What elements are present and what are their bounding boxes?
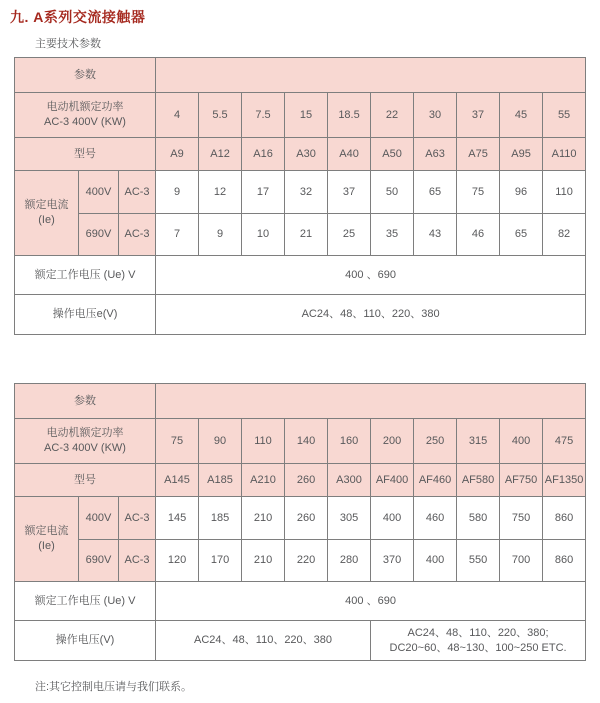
- model-value-cell: A16: [242, 138, 285, 171]
- rated-current-line1: 额定电流: [24, 199, 69, 212]
- model-value-cell: AF750: [500, 464, 543, 497]
- ue-value-cell: 400 、690: [156, 582, 586, 621]
- current-400-value-cell: 305: [328, 497, 371, 540]
- current-690-value-cell: 35: [371, 214, 414, 256]
- model-label-cell: 型号: [15, 138, 156, 171]
- power-label-line2: AC-3 400V (KW): [44, 116, 126, 128]
- current-690-value-cell: 46: [457, 214, 500, 256]
- rated-current-line2: (Ie): [38, 214, 55, 226]
- power-value-cell: 160: [328, 419, 371, 464]
- op-value-right-cell: [371, 621, 586, 661]
- model-value-cell: A50: [371, 138, 414, 171]
- current-690-value-cell: 25: [328, 214, 371, 256]
- current-690-value-cell: 860: [543, 540, 586, 582]
- current-400-value-cell: 9: [156, 171, 199, 214]
- ue-label-cell: 额定工作电压 (Ue) V: [15, 582, 156, 621]
- power-value-cell: 55: [543, 93, 586, 138]
- voltage-400v-cell: 400V: [79, 497, 119, 540]
- power-label-line1: 电动机额定功率: [46, 427, 124, 440]
- table-row: [15, 582, 586, 621]
- ac3-cell: AC-3: [119, 540, 156, 582]
- current-400-value-cell: 260: [285, 497, 328, 540]
- current-400-value-cell: 860: [543, 497, 586, 540]
- current-400-value-cell: 17: [242, 171, 285, 214]
- current-690-value-cell: 10: [242, 214, 285, 256]
- table-row: [15, 58, 586, 93]
- voltage-400v-cell: 400V: [79, 171, 119, 214]
- table-row: [15, 93, 586, 138]
- rated-current-label-cell: [15, 497, 79, 582]
- current-400-value-cell: 460: [414, 497, 457, 540]
- power-value-cell: 75: [156, 419, 199, 464]
- model-value-cell: A110: [543, 138, 586, 171]
- current-400-value-cell: 185: [199, 497, 242, 540]
- current-400-value-cell: 400: [371, 497, 414, 540]
- table-row: [15, 256, 586, 295]
- current-400-value-cell: 12: [199, 171, 242, 214]
- current-400-value-cell: 110: [543, 171, 586, 214]
- current-400-value-cell: 75: [457, 171, 500, 214]
- model-value-cell: AF1350: [543, 464, 586, 497]
- table-row: [15, 384, 586, 419]
- current-690-value-cell: 550: [457, 540, 500, 582]
- rated-current-label-cell: [15, 171, 79, 256]
- power-value-cell: 400: [500, 419, 543, 464]
- spec-table-2: [14, 383, 586, 661]
- power-value-cell: 30: [414, 93, 457, 138]
- model-value-cell: A63: [414, 138, 457, 171]
- current-690-value-cell: 82: [543, 214, 586, 256]
- current-400-value-cell: 750: [500, 497, 543, 540]
- table-row: [15, 171, 586, 214]
- op-value-cell: AC24、48、110、220、380: [156, 295, 586, 335]
- power-value-cell: 22: [371, 93, 414, 138]
- power-label-cell: [15, 93, 156, 138]
- param-header-empty-cell: [156, 58, 586, 93]
- current-400-value-cell: 50: [371, 171, 414, 214]
- current-690-value-cell: 21: [285, 214, 328, 256]
- power-value-cell: 110: [242, 419, 285, 464]
- page-title: 九. A系列交流接触器: [10, 9, 146, 25]
- current-400-value-cell: 580: [457, 497, 500, 540]
- power-value-cell: 200: [371, 419, 414, 464]
- model-value-cell: A185: [199, 464, 242, 497]
- power-value-cell: 315: [457, 419, 500, 464]
- power-value-cell: 18.5: [328, 93, 371, 138]
- current-400-value-cell: 210: [242, 497, 285, 540]
- power-value-cell: 5.5: [199, 93, 242, 138]
- op-value-right-line1: AC24、48、110、220、380;: [407, 626, 549, 639]
- ac3-cell: AC-3: [119, 214, 156, 256]
- ac3-cell: AC-3: [119, 171, 156, 214]
- current-690-value-cell: 370: [371, 540, 414, 582]
- voltage-690v-cell: 690V: [79, 214, 119, 256]
- model-value-cell: A75: [457, 138, 500, 171]
- model-value-cell: AF580: [457, 464, 500, 497]
- current-690-value-cell: 9: [199, 214, 242, 256]
- power-value-cell: 37: [457, 93, 500, 138]
- current-690-value-cell: 170: [199, 540, 242, 582]
- model-value-cell: A210: [242, 464, 285, 497]
- current-400-value-cell: 96: [500, 171, 543, 214]
- power-value-cell: 475: [543, 419, 586, 464]
- voltage-690v-cell: 690V: [79, 540, 119, 582]
- model-value-cell: A9: [156, 138, 199, 171]
- table-row: [15, 214, 586, 256]
- model-value-cell: A145: [156, 464, 199, 497]
- op-label-cell: 操作电压e(V): [15, 295, 156, 335]
- table-row: [15, 464, 586, 497]
- current-690-value-cell: 280: [328, 540, 371, 582]
- current-690-value-cell: 400: [414, 540, 457, 582]
- current-690-value-cell: 7: [156, 214, 199, 256]
- power-value-cell: 140: [285, 419, 328, 464]
- table-row: [15, 419, 586, 464]
- model-value-cell: A95: [500, 138, 543, 171]
- model-value-cell: AF460: [414, 464, 457, 497]
- param-header-empty-cell: [156, 384, 586, 419]
- power-label-line2: AC-3 400V (KW): [44, 442, 126, 454]
- current-400-value-cell: 145: [156, 497, 199, 540]
- op-label-cell: 操作电压(V): [15, 621, 156, 661]
- model-value-cell: A30: [285, 138, 328, 171]
- table-row: [15, 497, 586, 540]
- power-label-line1: 电动机额定功率: [46, 101, 124, 114]
- table-row: [15, 621, 586, 661]
- param-header-cell: 参数: [15, 58, 156, 93]
- model-label-cell: 型号: [15, 464, 156, 497]
- power-value-cell: 90: [199, 419, 242, 464]
- power-value-cell: 15: [285, 93, 328, 138]
- model-value-cell: A300: [328, 464, 371, 497]
- power-label-cell: [15, 419, 156, 464]
- ac3-cell: AC-3: [119, 497, 156, 540]
- op-value-right-line2: DC20~60、48~130、100~250 ETC.: [389, 641, 567, 654]
- ue-value-cell: 400 、690: [156, 256, 586, 295]
- footer-note: 注:其它控制电压请与我们联系。: [35, 681, 193, 693]
- current-400-value-cell: 37: [328, 171, 371, 214]
- power-value-cell: 45: [500, 93, 543, 138]
- current-690-value-cell: 700: [500, 540, 543, 582]
- param-header-cell: 参数: [15, 384, 156, 419]
- rated-current-line1: 额定电流: [24, 525, 69, 538]
- model-value-cell: AF400: [371, 464, 414, 497]
- op-value-left-cell: AC24、48、110、220、380: [156, 621, 371, 661]
- spec-table-1: [14, 57, 586, 335]
- current-690-value-cell: 43: [414, 214, 457, 256]
- current-690-value-cell: 65: [500, 214, 543, 256]
- model-value-cell: A40: [328, 138, 371, 171]
- current-400-value-cell: 65: [414, 171, 457, 214]
- rated-current-line2: (Ie): [38, 540, 55, 552]
- current-690-value-cell: 210: [242, 540, 285, 582]
- table-row: [15, 295, 586, 335]
- power-value-cell: 4: [156, 93, 199, 138]
- ue-label-cell: 额定工作电压 (Ue) V: [15, 256, 156, 295]
- page-subtitle: 主要技术参数: [35, 38, 101, 50]
- model-value-cell: A12: [199, 138, 242, 171]
- table-row: [15, 138, 586, 171]
- power-value-cell: 250: [414, 419, 457, 464]
- table-row: [15, 540, 586, 582]
- current-690-value-cell: 220: [285, 540, 328, 582]
- current-400-value-cell: 32: [285, 171, 328, 214]
- current-690-value-cell: 120: [156, 540, 199, 582]
- model-value-cell: 260: [285, 464, 328, 497]
- power-value-cell: 7.5: [242, 93, 285, 138]
